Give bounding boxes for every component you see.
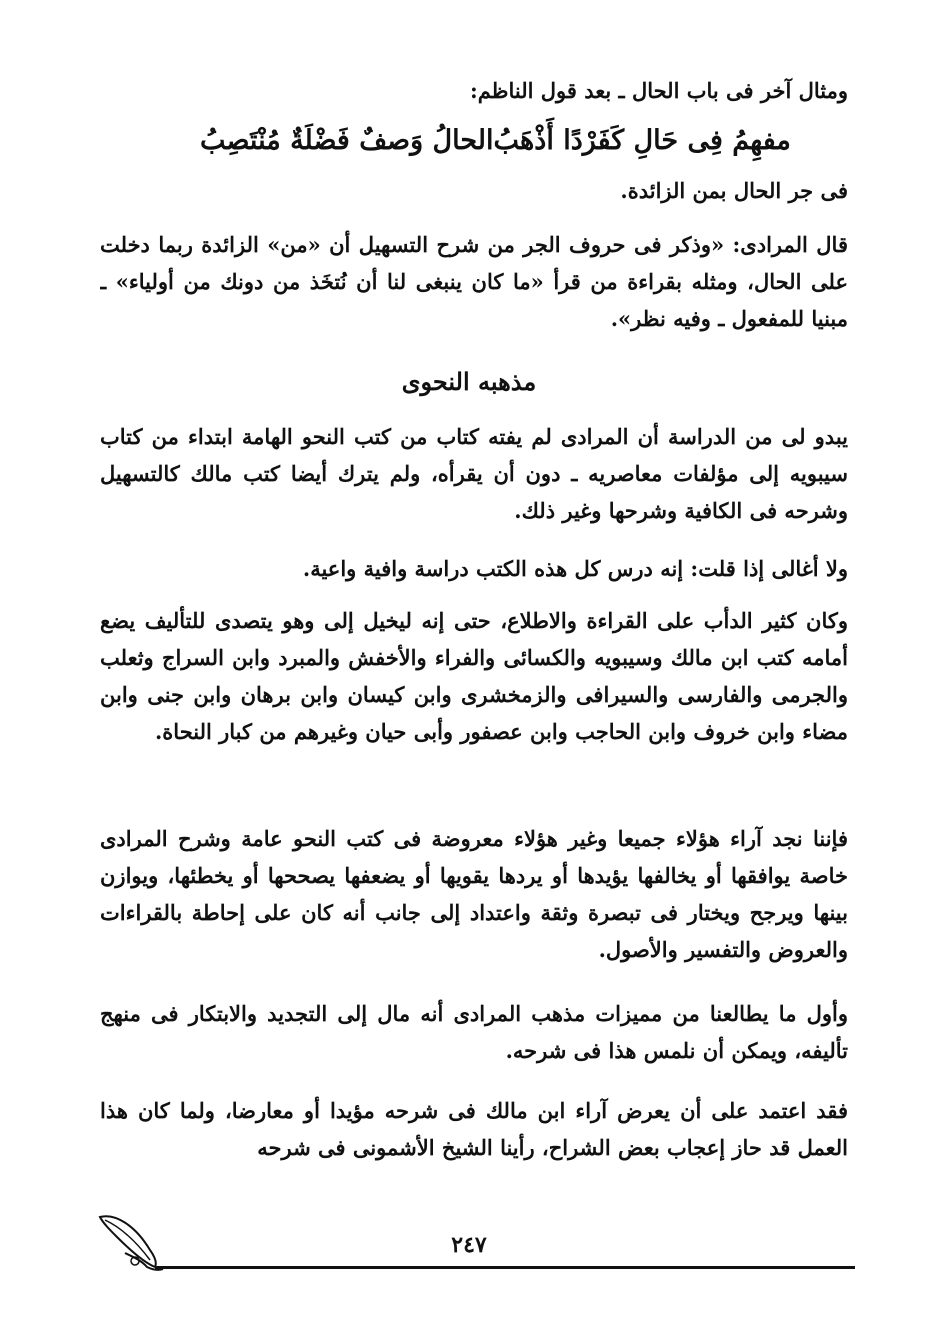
- poetry-verse: [200, 115, 791, 165]
- paragraph-6: فقد اعتمد على أن يعرض آراء ابن مالك فى شرحه مؤيدا أو معارضا، ولما كان هذا العمل قد حاز إعجاب بعض الشراح، رأينا الشيخ الأشمونى فى شرحه: [100, 1098, 848, 1160]
- paragraph-2: ولا أغالى إذا قلت: إنه درس كل هذه الكتب دراسة وافية واعية.: [302, 556, 848, 581]
- paragraph-3: وكان كثير الدأب على القراءة والاطلاع، حتى إنه ليخيل إلى وهو يتصدى للتأليف يضع أمامه كتب ابن مالك وسيبويه والكسائى والفراء والأخفش والمبرد وابن السراج وثعلب والجرمى والفارسى والسيرافى والزمخشرى وابن كيسان وابن برهان وابن جنى وابن مضاء وابن خروف وابن الحاجب وابن عصفور وأبى حيان وغيرهم من كبار النحاة.: [100, 608, 848, 744]
- intro-line: ومثال آخر فى باب الحال ـ بعد قول الناظم:: [470, 78, 848, 103]
- section-heading: مذهبه النحوى: [401, 367, 537, 396]
- paragraph-1: يبدو لى من الدراسة أن المرادى لم يفته كتاب من كتب النحو الهامة ابتداء من كتاب سيبويه إلى مؤلفات معاصريه ـ دون أن يقرأه، ولم يترك أيضا كتب مالك كالتسهيل وشرحه فى الكافية وشرحها وغير ذلك.: [100, 424, 848, 523]
- verse-second-hemistich: مفهِمُ فِى حَالِ كَفَرْدًا أَذْهَبُ: [493, 124, 791, 156]
- page-number: ٢٤٧: [451, 1232, 487, 1258]
- paragraph-muradi-quote: قال المرادى: «وذكر فى حروف الجر من شرح التسهيل أن «من» الزائدة ربما دخلت على الحال، ومثله بقراءة من قرأ «ما كان ينبغى لنا أن نُتخَذ من دونك من أولياء» ـ مبنيا للمفعول ـ وفيه نظر».: [100, 232, 848, 331]
- footer-rule: [155, 1266, 855, 1269]
- paragraph-4: فإننا نجد آراء هؤلاء جميعا وغير هؤلاء معروضة فى كتب النحو عامة وشرح المرادى خاصة يوافقها أو يخالفها يؤيدها أو يردها يقويها أو يضعفها يصححها أو يخطئها، ويوازن بينها ويرجح ويختار فى تبصرة وثقة واعتداد إلى جانب أنه كان على إحاطة بالقراءات والعروض والتفسير والأصول.: [100, 826, 848, 962]
- after-verse-line: فى جر الحال بمن الزائدة.: [620, 178, 848, 203]
- verse-first-hemistich: الحالُ وَصفٌ فَضْلَةٌ مُنْتَصِبُ: [200, 124, 494, 156]
- paragraph-5: وأول ما يطالعنا من مميزات مذهب المرادى أنه مال إلى التجديد والابتكار فى منهج تأليفه، ويمكن أن نلمس هذا فى شرحه.: [100, 1001, 848, 1063]
- quill-pen-icon: [95, 1205, 175, 1275]
